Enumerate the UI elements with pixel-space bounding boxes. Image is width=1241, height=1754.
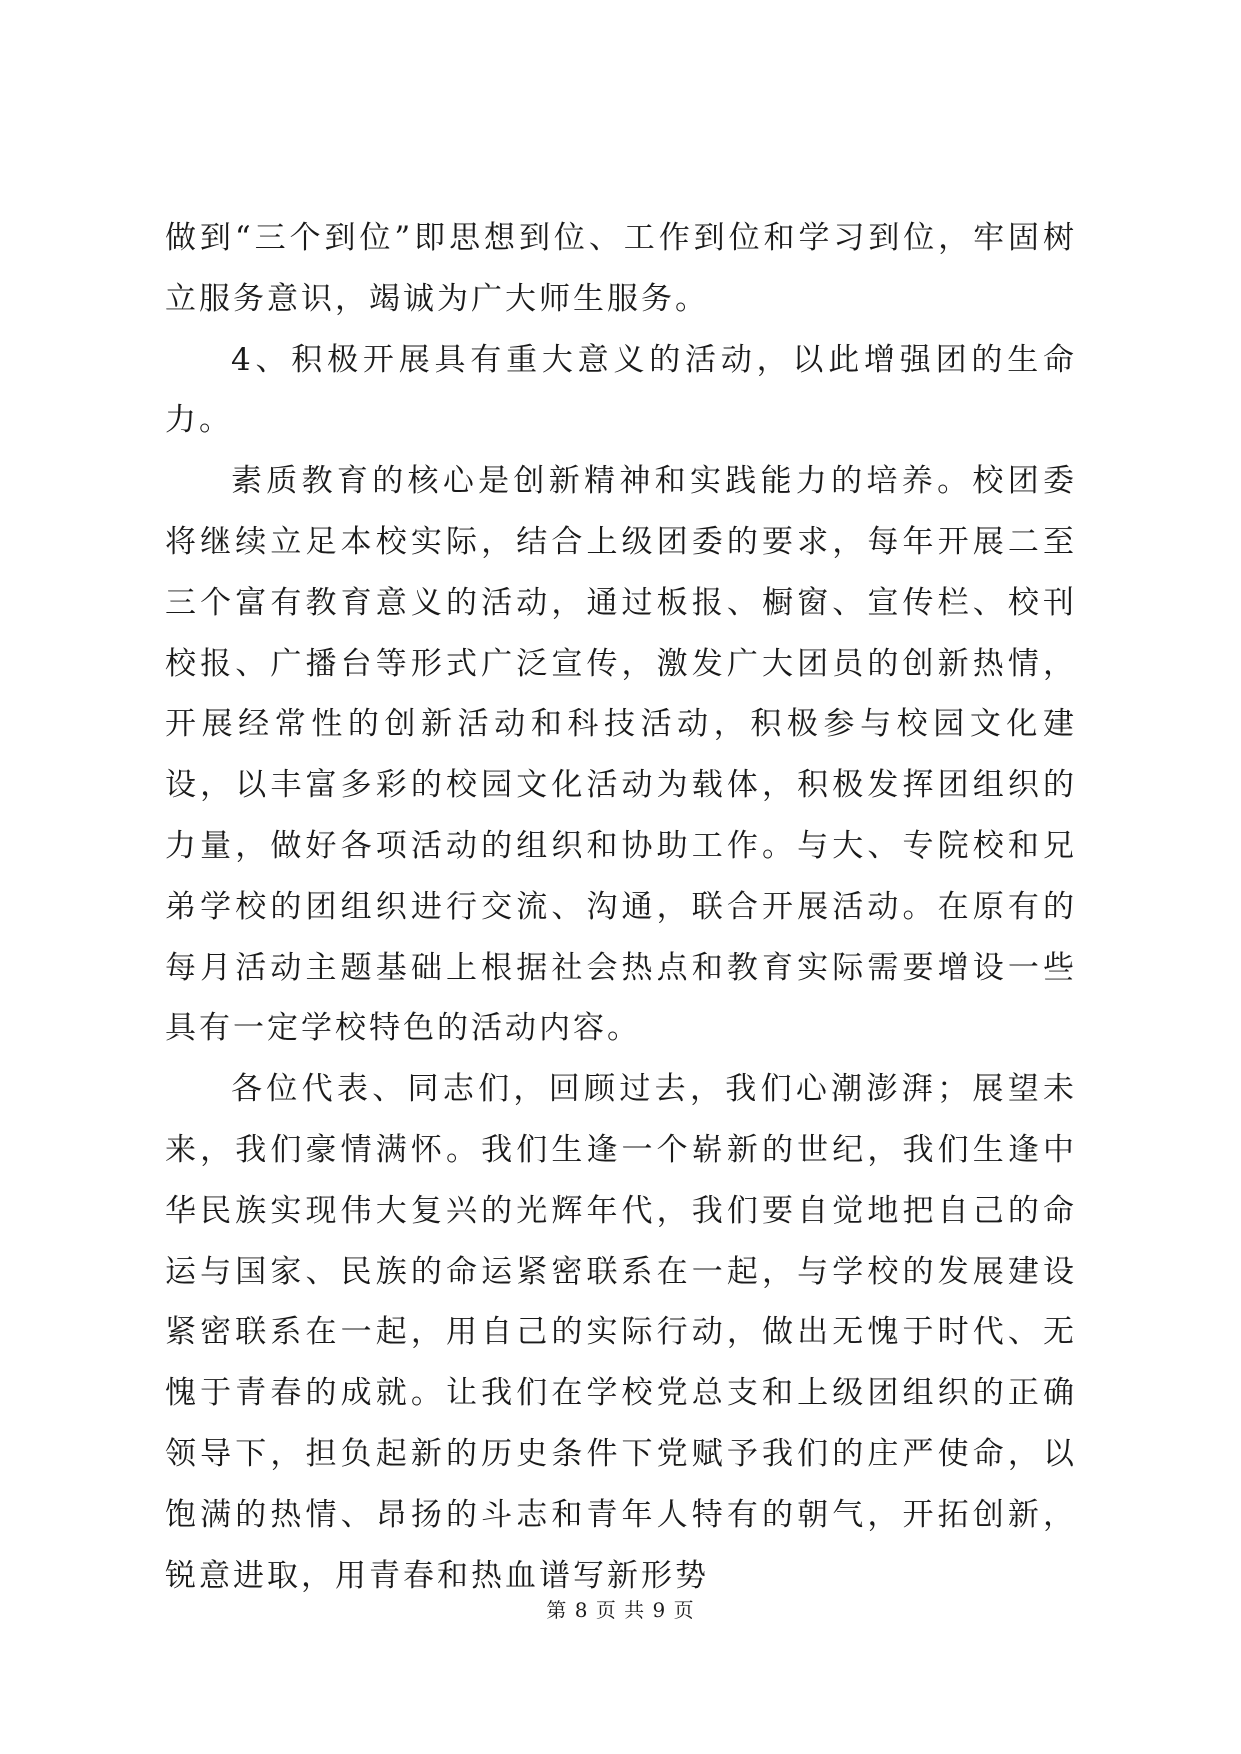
- paragraph-3: 素质教育的核心是创新精神和实践能力的培养。校团委将继续立足本校实际，结合上级团委的要求，每年开展二至三个富有教育意义的活动，通过板报、橱窗、宣传栏、校刊校报、广播台等形式广泛宣传，激发广大团员的创新热情，开展经常性的创新活动和科技活动，积极参与校园文化建设，以丰富多彩的校园文化活动为载体，积极发挥团组织的力量，做好各项活动的组织和协助工作。与大、专院校和兄弟学校的团组织进行交流、沟通，联合开展活动。在原有的每月活动主题基础上根据社会热点和教育实际需要增设一些具有一定学校特色的活动内容。: [165, 463, 1077, 1047]
- paragraph-2: 4、积极开展具有重大意义的活动，以此增强团的生命力。: [165, 341, 1077, 439]
- body-text: [165, 208, 1077, 1606]
- paragraph-4: 各位代表、同志们，回顾过去，我们心潮澎湃；展望未来，我们豪情满怀。我们生逢一个崭新的世纪，我们生逢中华民族实现伟大复兴的光辉年代，我们要自觉地把自己的命运与国家、民族的命运紧密联系在一起，与学校的发展建设紧密联系在一起，用自己的实际行动，做出无愧于时代、无愧于青春的成就。让我们在学校党总支和上级团组织的正确领导下，担负起新的历史条件下党赋予我们的庄严使命，以饱满的热情、昂扬的斗志和青年人特有的朝气，开拓创新，锐意进取，用青春和热血谱写新形势: [165, 1071, 1077, 1594]
- paragraph-1: 做到“三个到位”即思想到位、工作到位和学习到位，牢固树立服务意识，竭诚为广大师生服务。: [165, 220, 1077, 317]
- page-number-footer: 第 8 页 共 9 页: [546, 1598, 695, 1622]
